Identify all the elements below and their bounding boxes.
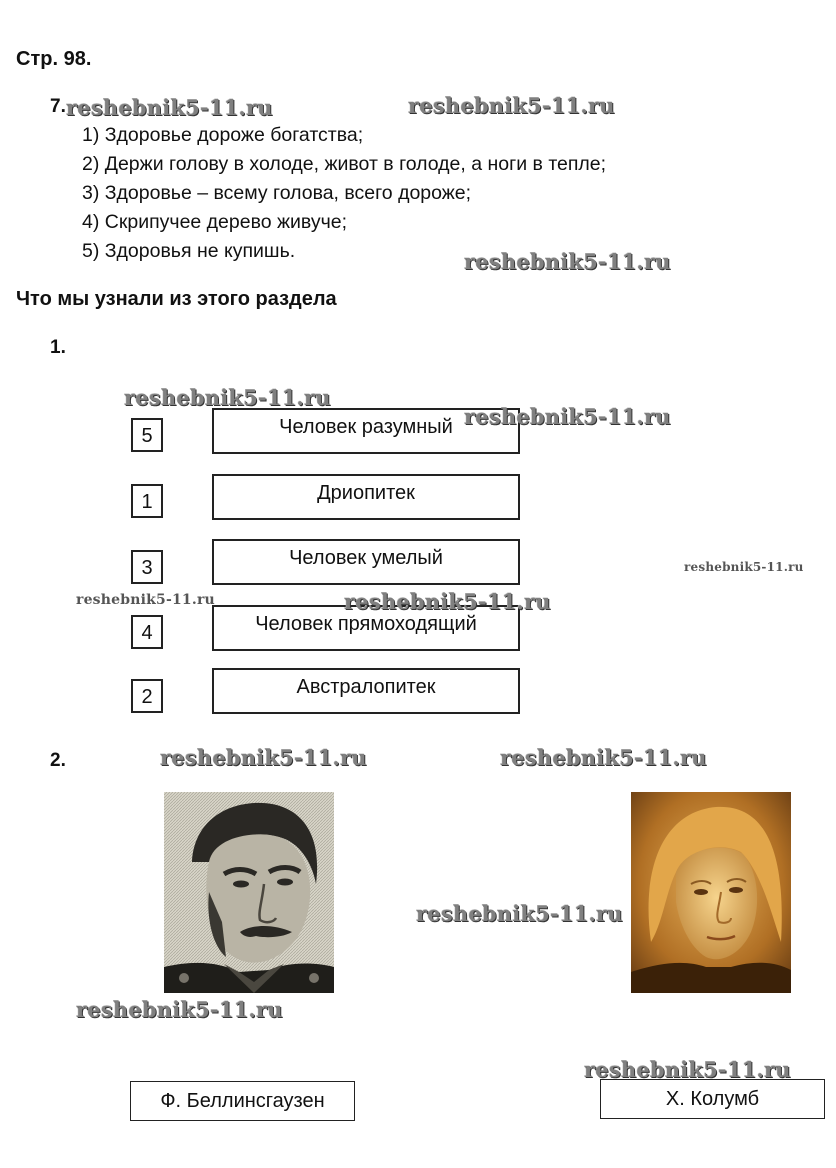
species-box — [212, 668, 520, 714]
species-name: Человек прямоходящий — [255, 612, 477, 635]
order-number: 4 — [141, 622, 153, 644]
watermark: reshebnik5-11.ru — [500, 745, 707, 770]
species-box — [212, 474, 520, 520]
task-2-number: 2. — [50, 750, 66, 771]
proverb-2: 2) Держи голову в холоде, живот в голоде, а ноги в тепле; — [82, 153, 607, 175]
watermark: reshebnik5-11.ru — [464, 404, 671, 429]
order-box — [131, 615, 163, 649]
watermark: reshebnik5-11.ru — [76, 592, 215, 608]
order-box — [131, 418, 163, 452]
caption-columbus — [600, 1079, 825, 1119]
watermark: reshebnik5-11.ru — [160, 745, 367, 770]
watermark: reshebnik5-11.ru — [584, 1057, 791, 1082]
species-box — [212, 539, 520, 585]
watermark: reshebnik5-11.ru — [408, 93, 615, 118]
task-1-number: 1. — [50, 337, 66, 358]
watermark: reshebnik5-11.ru — [124, 385, 331, 410]
caption-bellingshausen — [130, 1081, 355, 1121]
proverb-5: 5) Здоровья не купишь. — [82, 240, 296, 262]
columbus-portrait — [631, 792, 791, 993]
watermark: reshebnik5-11.ru — [416, 901, 623, 926]
order-box — [131, 550, 163, 584]
order-number: 1 — [141, 491, 153, 513]
order-number: 3 — [141, 557, 153, 579]
watermark: reshebnik5-11.ru — [66, 95, 273, 120]
watermark: reshebnik5-11.ru — [344, 589, 551, 614]
caption-text: Ф. Беллинсгаузен — [160, 1089, 325, 1112]
page-title: Стр. 98. — [16, 48, 92, 70]
watermark: reshebnik5-11.ru — [464, 249, 671, 274]
order-box — [131, 484, 163, 518]
section-title: Что мы узнали из этого раздела — [16, 288, 337, 310]
species-name: Дриопитек — [317, 481, 415, 504]
species-name: Человек умелый — [289, 546, 443, 569]
bellingshausen-portrait — [164, 792, 334, 993]
species-name: Человек разумный — [279, 415, 453, 438]
watermark: reshebnik5-11.ru — [684, 560, 804, 574]
caption-text: Х. Колумб — [665, 1087, 760, 1110]
order-box — [131, 679, 163, 713]
order-number: 2 — [141, 686, 153, 708]
watermark: reshebnik5-11.ru — [76, 997, 283, 1022]
species-name: Австралопитек — [296, 675, 436, 698]
proverb-1: 1) Здоровье дороже богатства; — [82, 124, 364, 146]
proverb-3: 3) Здоровье – всему голова, всего дороже; — [82, 182, 472, 204]
order-number: 5 — [141, 425, 153, 447]
proverb-4: 4) Скрипучее дерево живуче; — [82, 211, 348, 233]
task-7-number: 7. — [50, 96, 66, 117]
